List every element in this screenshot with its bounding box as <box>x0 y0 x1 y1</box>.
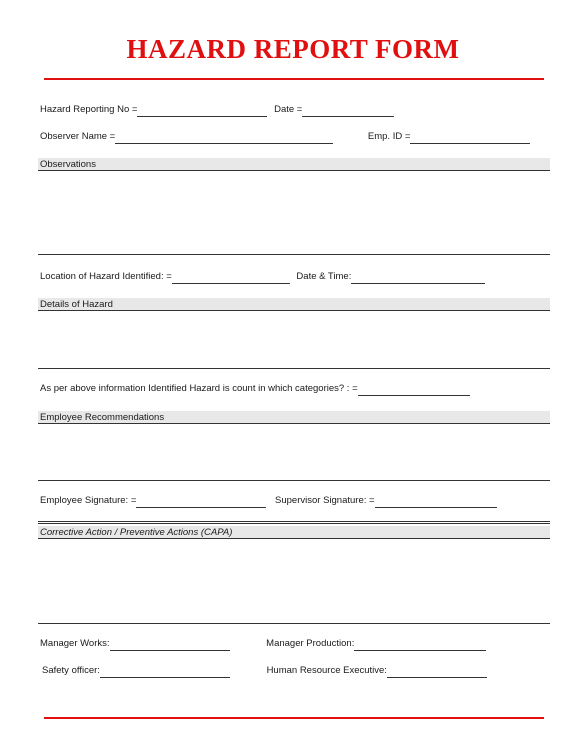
date-field[interactable] <box>302 106 394 117</box>
title-divider-bottom <box>44 717 544 719</box>
manager-works-label: Manager Works: <box>40 638 110 649</box>
hr-executive-label: Human Resource Executive: <box>266 665 387 676</box>
officers-row <box>42 664 487 678</box>
section-observations: Observations <box>38 158 550 171</box>
hazard-no-label: Hazard Reporting No = <box>40 104 138 115</box>
section-capa: Corrective Action / Preventive Actions (CAPA) <box>38 526 550 539</box>
observations-bottom-rule <box>38 254 550 255</box>
form-title: HAZARD REPORT FORM <box>126 34 460 64</box>
emp-id-label: Emp. ID = <box>367 131 411 142</box>
location-label: Location of Hazard Identified: = <box>40 271 172 282</box>
category-field[interactable] <box>358 385 470 396</box>
emp-id-field[interactable] <box>410 133 530 144</box>
safety-officer-label: Safety officer: <box>42 665 100 676</box>
supervisor-signature-label: Supervisor Signature: = <box>275 495 375 506</box>
location-field[interactable] <box>172 273 290 284</box>
observer-label: Observer Name = <box>40 131 116 142</box>
section-employee-recommendations: Employee Recommendations <box>38 411 550 424</box>
manager-production-label: Manager Production: <box>266 638 355 649</box>
hazard-no-field[interactable] <box>137 106 267 117</box>
location-row <box>40 270 485 284</box>
supervisor-signature-field[interactable] <box>375 497 497 508</box>
hazard-no-row <box>40 103 394 117</box>
capa-double-rule <box>38 521 550 524</box>
category-row <box>40 382 470 396</box>
capa-bottom-rule <box>38 623 550 624</box>
date-label: Date = <box>274 104 303 115</box>
category-label: As per above information Identified Hazard is count in which categories? : = <box>40 383 358 394</box>
observer-row <box>40 130 530 144</box>
employee-signature-label: Employee Signature: = <box>40 495 137 506</box>
details-bottom-rule <box>38 368 550 369</box>
safety-officer-field[interactable] <box>100 667 230 678</box>
manager-production-field[interactable] <box>354 640 486 651</box>
title-divider-top <box>44 78 544 80</box>
managers-row <box>40 637 486 651</box>
date-time-label: Date & Time: <box>296 271 352 282</box>
manager-works-field[interactable] <box>110 640 230 651</box>
observer-field[interactable] <box>115 133 333 144</box>
employee-signature-field[interactable] <box>136 497 266 508</box>
date-time-field[interactable] <box>351 273 485 284</box>
section-details-of-hazard: Details of Hazard <box>38 298 550 311</box>
recommendations-bottom-rule <box>38 480 550 481</box>
hr-executive-field[interactable] <box>387 667 487 678</box>
signature-row <box>40 494 497 508</box>
